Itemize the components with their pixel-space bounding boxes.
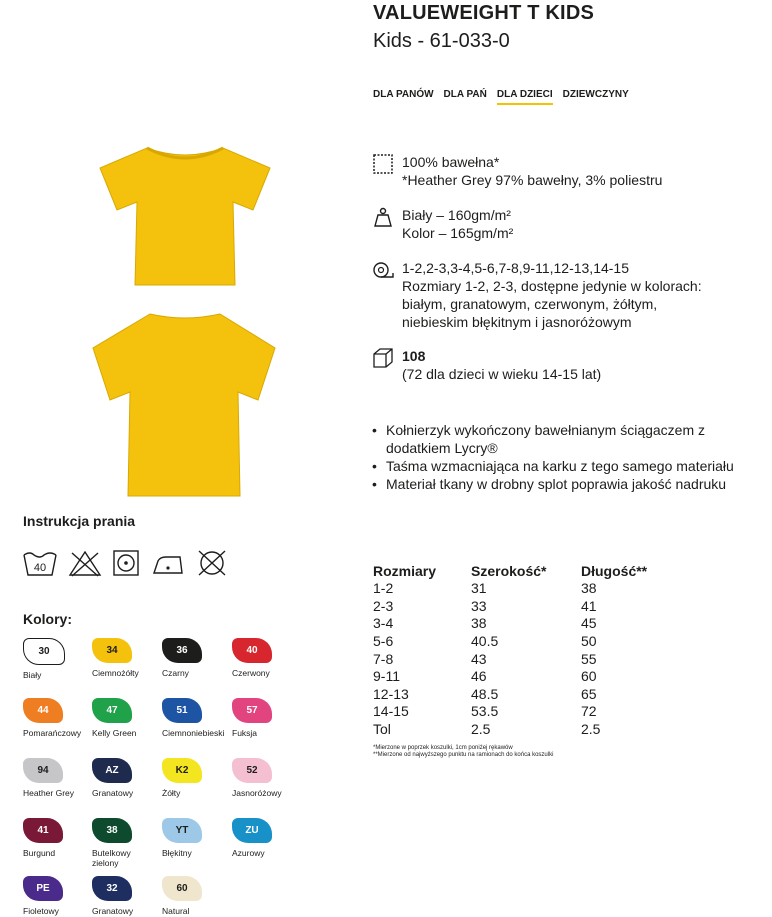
size-cell: 14-15 [373, 703, 409, 720]
color-swatch[interactable] [162, 818, 234, 858]
color-code-badge: 47 [92, 698, 132, 723]
no-dry-clean-icon [196, 549, 228, 577]
color-swatch[interactable] [162, 876, 234, 916]
header-rozmiary: Rozmiary [373, 563, 437, 579]
fabric-line2: *Heather Grey 97% bawełny, 3% poliestru [402, 172, 663, 188]
washing-icons [22, 549, 228, 577]
spec-sizes [372, 259, 702, 331]
no-bleach-icon [68, 549, 102, 577]
wash-40-icon [22, 549, 58, 577]
footnote-length: **Mierzone od najwyższego punktu na ramionach do końca koszulki [373, 752, 554, 758]
color-name: Czarny [162, 668, 189, 678]
color-name: Granatowy [92, 906, 134, 916]
box-line1: 108 [402, 348, 426, 364]
length-cell: 38 [581, 580, 597, 597]
color-name: Błękitny [162, 848, 192, 858]
color-swatch[interactable] [92, 876, 164, 916]
length-cell: 50 [581, 633, 597, 650]
wash-temp-label: 40 [33, 562, 47, 574]
color-swatch[interactable] [23, 758, 95, 798]
color-code-badge: 57 [232, 698, 272, 723]
color-swatch[interactable] [92, 638, 164, 678]
color-code-badge: ZU [232, 818, 272, 843]
size-cell: 7-8 [373, 650, 394, 667]
color-code-badge: YT [162, 818, 202, 843]
color-code-badge: 36 [162, 638, 202, 663]
weight-icon [372, 206, 394, 228]
box-icon [372, 347, 394, 369]
feature-list [372, 421, 752, 493]
width-cell: 46 [471, 668, 487, 685]
length-cell: 55 [581, 650, 597, 667]
size-row [373, 615, 647, 633]
product-title: VALUEWEIGHT T KIDS [373, 2, 595, 24]
weight-line1: Biały – 160gm/m² [402, 207, 511, 223]
length-cell: 41 [581, 597, 597, 614]
size-row [373, 633, 647, 651]
color-name: Granatowy [92, 788, 134, 798]
color-swatch[interactable] [162, 758, 234, 798]
tumble-dry-icon [112, 549, 140, 577]
box-line2: (72 dla dzieci w wieku 14-15 lat) [402, 366, 602, 382]
spec-fabric [372, 153, 662, 189]
size-row [373, 703, 647, 721]
length-cell: 2.5 [581, 721, 601, 738]
tab-dla-dzieci[interactable]: DLA DZIECI [497, 89, 553, 105]
color-swatch[interactable] [232, 698, 304, 738]
color-name: Żółty [162, 788, 181, 798]
color-swatch[interactable] [23, 876, 95, 916]
size-row [373, 580, 647, 598]
size-cell: 9-11 [373, 668, 400, 685]
color-name: Burgund [23, 848, 56, 858]
color-name: Biały [23, 670, 42, 680]
size-row [373, 650, 647, 668]
color-code-badge: 30 [23, 638, 65, 665]
size-row [373, 686, 647, 704]
color-code-badge: 41 [23, 818, 63, 843]
tab-dla-pan[interactable]: DLA PAŃ [443, 89, 487, 100]
color-swatch[interactable] [23, 698, 95, 738]
color-name: Heather Grey [23, 788, 75, 798]
size-cell: 12-13 [373, 685, 409, 702]
width-cell: 31 [471, 580, 487, 597]
tab-dziewczyny[interactable]: DZIEWCZYNY [562, 89, 629, 100]
tshirt-back-image [80, 308, 290, 498]
color-swatch[interactable] [92, 758, 164, 798]
sizes-line2: Rozmiary 1-2, 2-3, dostępne jedynie w kolorach: [402, 278, 702, 294]
color-name: Jasnoróżowy [232, 788, 282, 798]
size-table-header [373, 562, 647, 580]
sizes-line3: białym, granatowym, czerwonym, żółtym, [402, 296, 658, 312]
color-swatch[interactable] [23, 818, 95, 858]
width-cell: 43 [471, 650, 487, 667]
color-swatch[interactable] [232, 818, 304, 858]
color-code-badge: 52 [232, 758, 272, 783]
color-swatch[interactable] [23, 638, 95, 680]
color-code-badge: AZ [92, 758, 132, 783]
color-name: Fuksja [232, 728, 258, 738]
width-cell: 53.5 [471, 703, 499, 720]
tshirt-front-image [85, 140, 285, 290]
size-row [373, 721, 647, 739]
header-dlugosc: Długość** [581, 563, 648, 579]
feature-item: • Materiał tkany w drobny splot poprawia jakość nadruku [372, 475, 752, 493]
color-swatch[interactable] [162, 698, 234, 738]
size-cell: 2-3 [373, 597, 394, 614]
weight-line2: Kolor – 165gm/m² [402, 225, 514, 241]
category-tabs [373, 89, 629, 105]
sizes-line1: 1-2,2-3,3-4,5-6,7-8,9-11,12-13,14-15 [402, 260, 629, 276]
color-name: Ciemnoniebieski [162, 728, 225, 738]
color-code-badge: 51 [162, 698, 202, 723]
product-subtitle: Kids - 61-033-0 [373, 30, 510, 52]
color-swatch[interactable] [162, 638, 234, 678]
size-cell: 5-6 [373, 633, 394, 650]
tab-dla-panow[interactable]: DLA PANÓW [373, 89, 434, 100]
color-name: Kelly Green [92, 728, 137, 738]
width-cell: 38 [471, 615, 487, 632]
color-name: Czerwony [232, 668, 270, 678]
length-cell: 72 [581, 703, 597, 720]
width-cell: 48.5 [471, 685, 499, 702]
washing-title: Instrukcja prania [23, 513, 136, 529]
size-cell: 1-2 [373, 580, 394, 597]
color-name: Fioletowy [23, 906, 59, 916]
fabric-icon [372, 153, 394, 175]
size-cell: Tol [373, 721, 391, 738]
color-name: Ciemnożółty [92, 668, 139, 678]
color-swatch[interactable] [232, 638, 304, 678]
color-name: Azurowy [232, 848, 265, 858]
color-code-badge: PE [23, 876, 63, 901]
sizes-line4: niebieskim błękitnym i jasnoróżowym [402, 314, 632, 330]
footnote-width: *Mierzone w poprzek koszulki, 1cm poniżej rękawów [373, 745, 513, 751]
length-cell: 65 [581, 685, 597, 702]
fabric-line1: 100% bawełna* [402, 154, 500, 170]
color-swatch[interactable] [92, 698, 164, 738]
color-code-badge: K2 [162, 758, 202, 783]
spec-box [372, 347, 601, 383]
color-code-badge: 94 [23, 758, 63, 783]
color-code-badge: 38 [92, 818, 132, 843]
length-cell: 45 [581, 615, 597, 632]
color-code-badge: 60 [162, 876, 202, 901]
size-row [373, 598, 647, 616]
color-code-badge: 44 [23, 698, 63, 723]
color-name: Butelkowy zielony [92, 848, 131, 868]
colors-title: Kolory: [23, 611, 72, 627]
feature-item: • Kołnierzyk wykończony bawełnianym ściągaczem z dodatkiem Lycry® [372, 421, 752, 457]
iron-low-icon [150, 549, 186, 577]
color-swatch[interactable] [232, 758, 304, 798]
color-swatch[interactable] [92, 818, 164, 868]
length-cell: 60 [581, 668, 597, 685]
size-row [373, 668, 647, 686]
color-name: Pomarańczowy [23, 728, 82, 738]
feature-item: • Taśma wzmacniająca na karku z tego samego materiału [372, 457, 752, 475]
color-code-badge: 32 [92, 876, 132, 901]
color-name: Natural [162, 906, 190, 916]
tape-measure-icon [372, 259, 394, 281]
width-cell: 2.5 [471, 721, 491, 738]
color-code-badge: 40 [232, 638, 272, 663]
header-szerokosc: Szerokość* [471, 563, 547, 579]
size-cell: 3-4 [373, 615, 394, 632]
width-cell: 33 [471, 597, 487, 614]
width-cell: 40.5 [471, 633, 499, 650]
size-table [373, 562, 647, 738]
spec-weight [372, 206, 513, 242]
color-code-badge: 34 [92, 638, 132, 663]
